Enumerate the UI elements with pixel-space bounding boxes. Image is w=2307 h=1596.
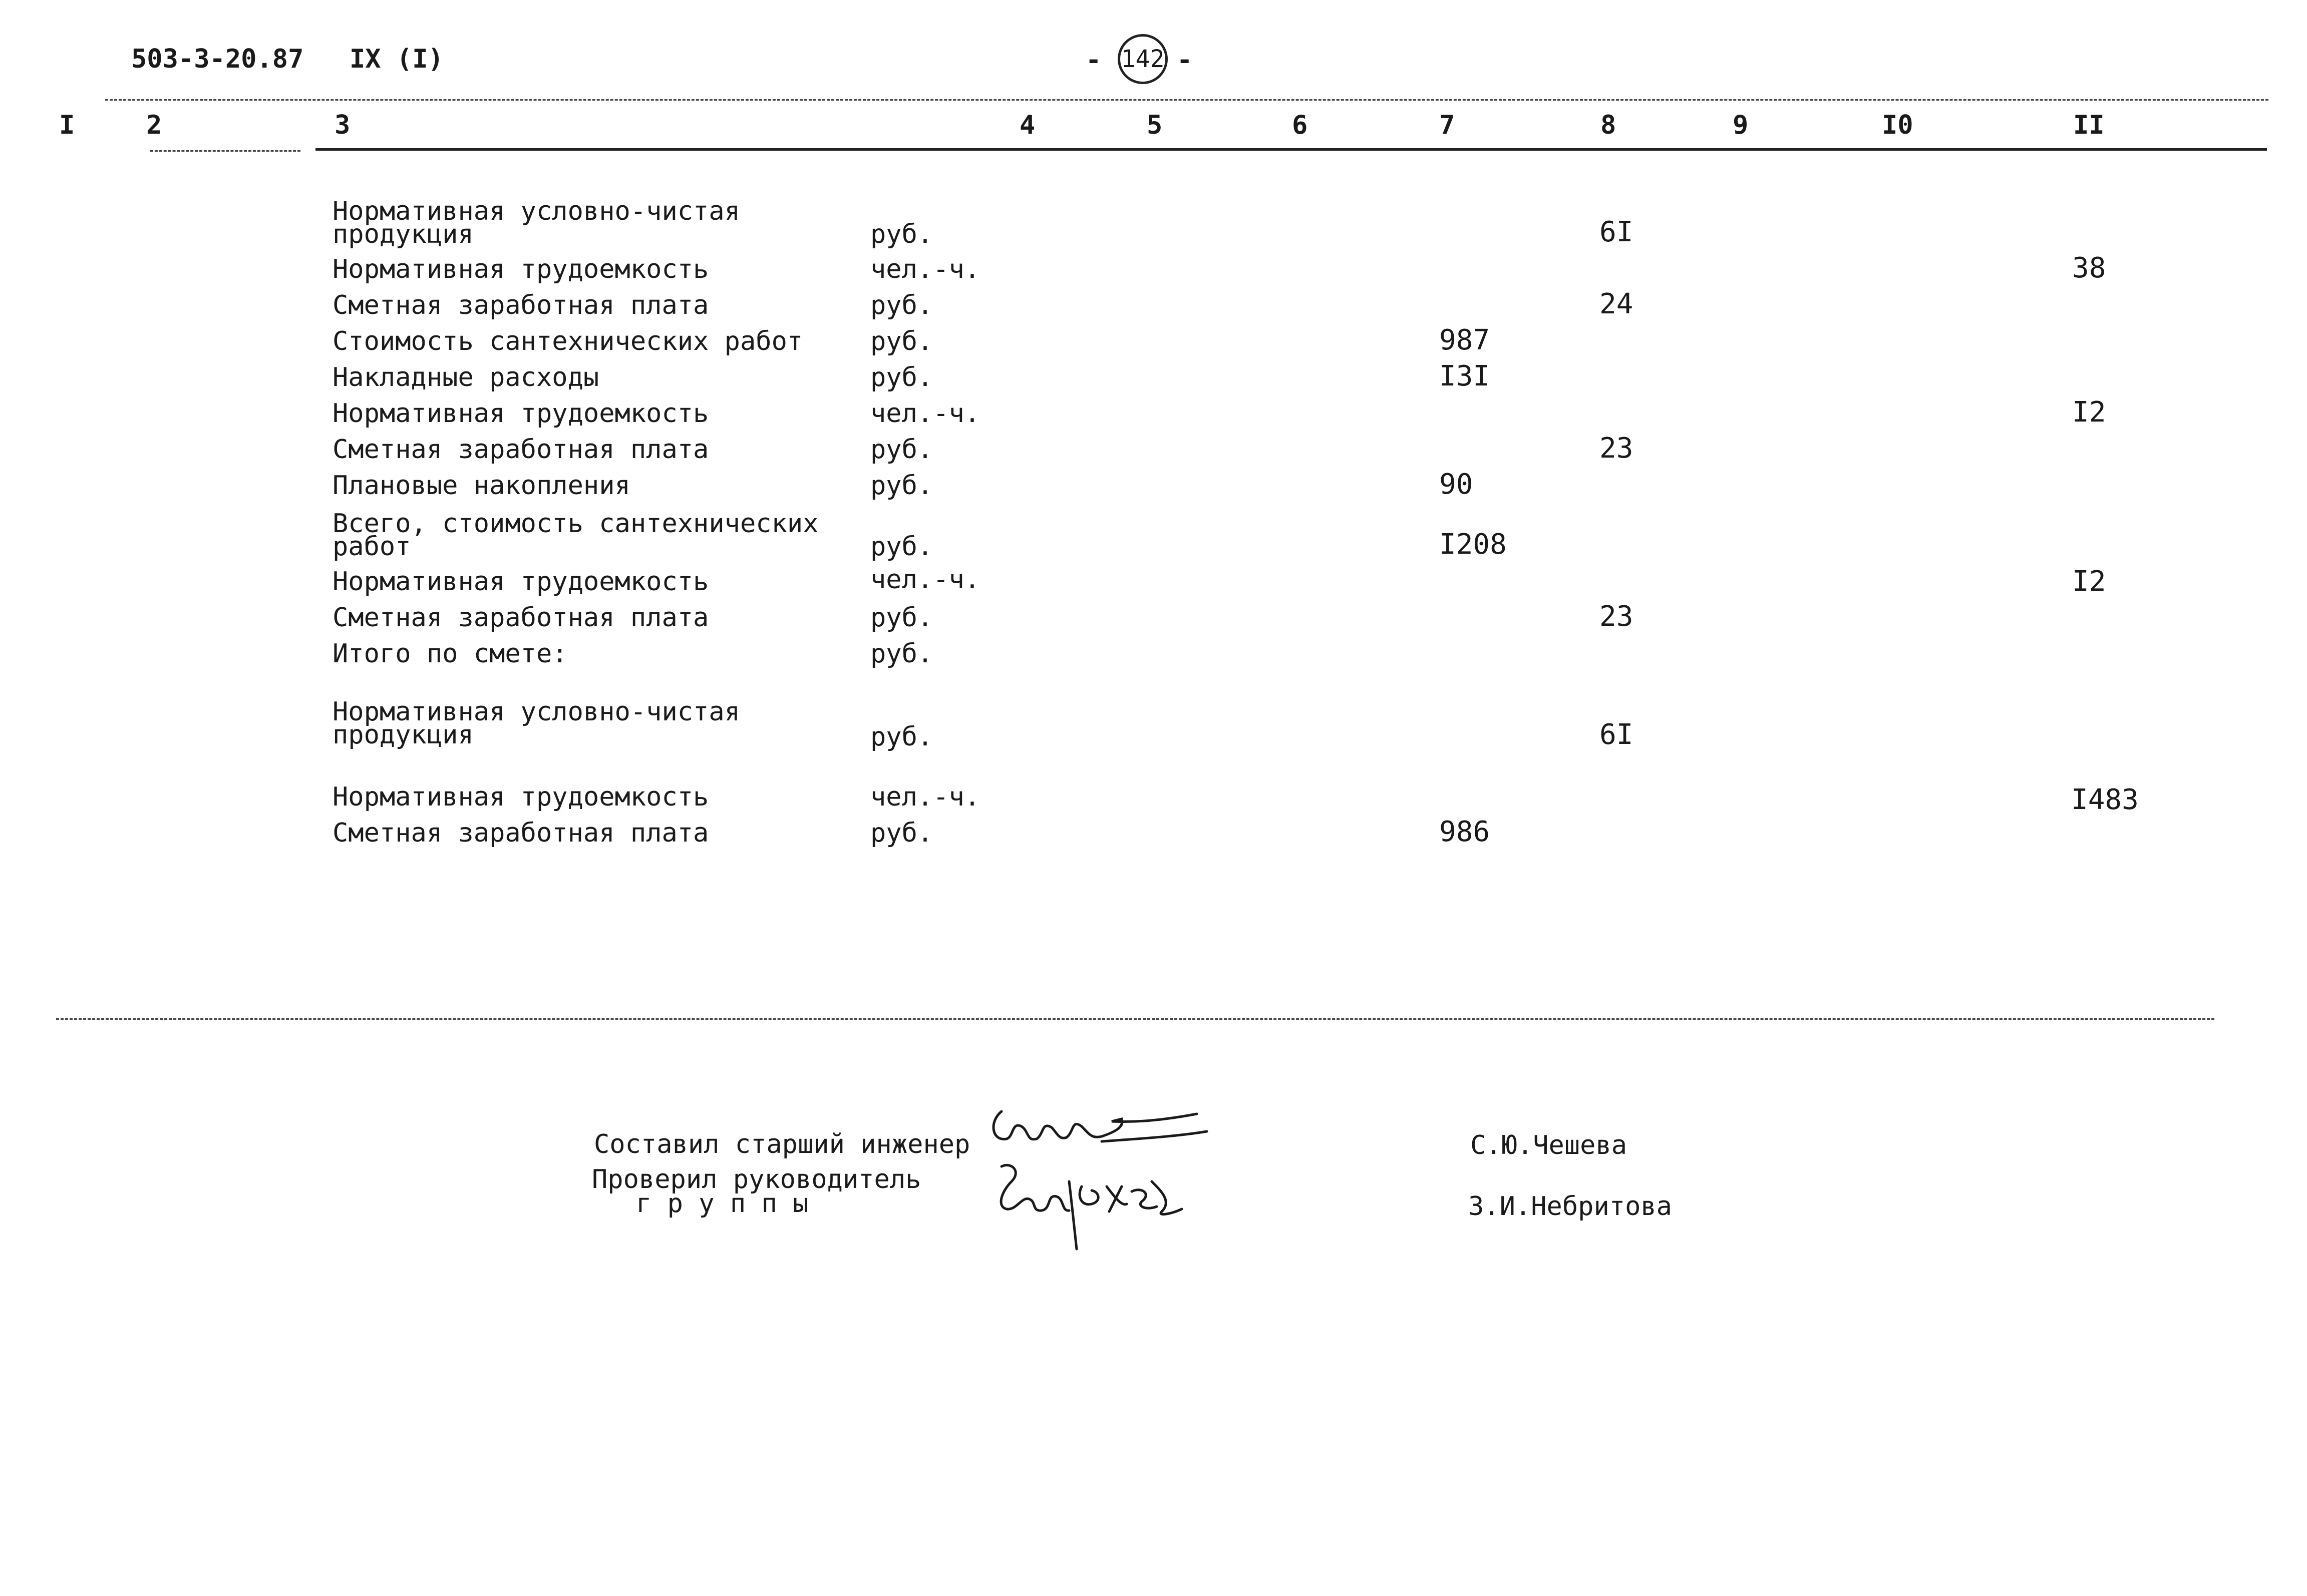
- row-value-col11: I2: [2072, 396, 2106, 429]
- row-value-col11: 38: [2072, 252, 2106, 284]
- header-top-rule: [105, 99, 2268, 101]
- row-unit: руб.: [870, 722, 933, 752]
- row-value-col8: 6I: [1599, 718, 1633, 751]
- row-unit: руб.: [870, 603, 933, 633]
- row-unit: руб.: [870, 435, 933, 465]
- row-name: Нормативная трудоемкость: [333, 254, 709, 284]
- row-name: Сметная заработная плата: [333, 603, 709, 633]
- row-value-col7: I3I: [1439, 360, 1490, 392]
- column-header-8: 8: [1600, 110, 1616, 140]
- row-name: Сметная заработная плата: [333, 290, 709, 320]
- row-unit: руб.: [870, 290, 933, 320]
- row-name: Сметная заработная плата: [333, 435, 709, 465]
- row-name: Нормативная трудоемкость: [333, 567, 709, 597]
- compiled-signature: [986, 1091, 1217, 1156]
- row-unit: руб.: [870, 639, 933, 669]
- row-unit: чел.-ч.: [870, 565, 980, 595]
- row-name: Нормативная условно-чистая: [333, 697, 740, 727]
- column-header-4: 4: [1020, 110, 1036, 140]
- column-header-5: 5: [1147, 110, 1163, 140]
- row-unit: руб.: [870, 532, 933, 562]
- header-bottom-rule: [315, 148, 2267, 151]
- checked-label-continued: г р у п п ы: [636, 1188, 809, 1219]
- row-name: Сметная заработная плата: [333, 818, 709, 848]
- bottom-rule: [56, 1018, 2214, 1020]
- row-unit: руб.: [870, 219, 933, 249]
- row-unit: руб.: [870, 362, 933, 392]
- row-unit: чел.-ч.: [870, 254, 980, 284]
- row-name: Накладные расходы: [333, 362, 599, 392]
- column-header-1: I: [59, 110, 75, 140]
- row-name: Нормативная трудоемкость: [333, 398, 709, 429]
- compiled-label: Составил старший инженер: [594, 1129, 970, 1159]
- column-header-10: I0: [1882, 110, 1913, 140]
- column-header-2: 2: [146, 110, 162, 140]
- page-number: 142: [1118, 34, 1168, 84]
- row-value-col8: 23: [1599, 432, 1633, 465]
- page-dash-right: -: [1177, 45, 1193, 75]
- column-header-7: 7: [1439, 110, 1455, 140]
- row-value-col7: 90: [1439, 468, 1473, 501]
- row-value-col11: I2: [2072, 565, 2106, 598]
- row-value-col7: 986: [1439, 816, 1490, 848]
- row-name: Итого по смете:: [333, 639, 568, 669]
- row-name: Стоимость сантехнических работ: [333, 326, 803, 356]
- row-value-col8: 24: [1599, 288, 1633, 320]
- row-name: Нормативная трудоемкость: [333, 782, 709, 812]
- column-header-9: 9: [1733, 110, 1749, 140]
- row-unit: руб.: [870, 818, 933, 848]
- column-header-6: 6: [1292, 110, 1308, 140]
- checked-label: Проверил руководитель: [592, 1164, 921, 1194]
- column-header-3: 3: [335, 110, 351, 140]
- section-code: IX (I): [350, 44, 444, 74]
- page-dash-left: -: [1086, 45, 1102, 75]
- checked-signature: [981, 1151, 1192, 1252]
- row-name: Всего, стоимость сантехнических: [333, 509, 819, 539]
- row-value-col11: I483: [2071, 783, 2139, 816]
- row-name-continued: продукция: [333, 720, 474, 750]
- row-value-col7: 987: [1439, 324, 1490, 356]
- row-unit: чел.-ч.: [870, 398, 980, 429]
- document-code: 503-3-20.87: [131, 44, 304, 74]
- header-bottom-rule-left: [150, 150, 300, 152]
- row-unit: руб.: [870, 471, 933, 501]
- row-name-continued: продукция: [333, 219, 474, 249]
- row-unit: чел.-ч.: [870, 782, 980, 812]
- row-unit: руб.: [870, 326, 933, 356]
- row-name-continued: работ: [333, 532, 411, 562]
- row-name: Нормативная условно-чистая: [333, 196, 740, 226]
- row-value-col7: I208: [1439, 528, 1507, 561]
- row-name: Плановые накопления: [333, 471, 630, 501]
- column-header-11: II: [2073, 110, 2105, 140]
- row-value-col8: 23: [1599, 600, 1633, 633]
- compiled-name: С.Ю.Чешева: [1470, 1130, 1627, 1160]
- checked-name: З.И.Небритова: [1468, 1191, 1672, 1222]
- row-value-col8: 6I: [1599, 216, 1633, 248]
